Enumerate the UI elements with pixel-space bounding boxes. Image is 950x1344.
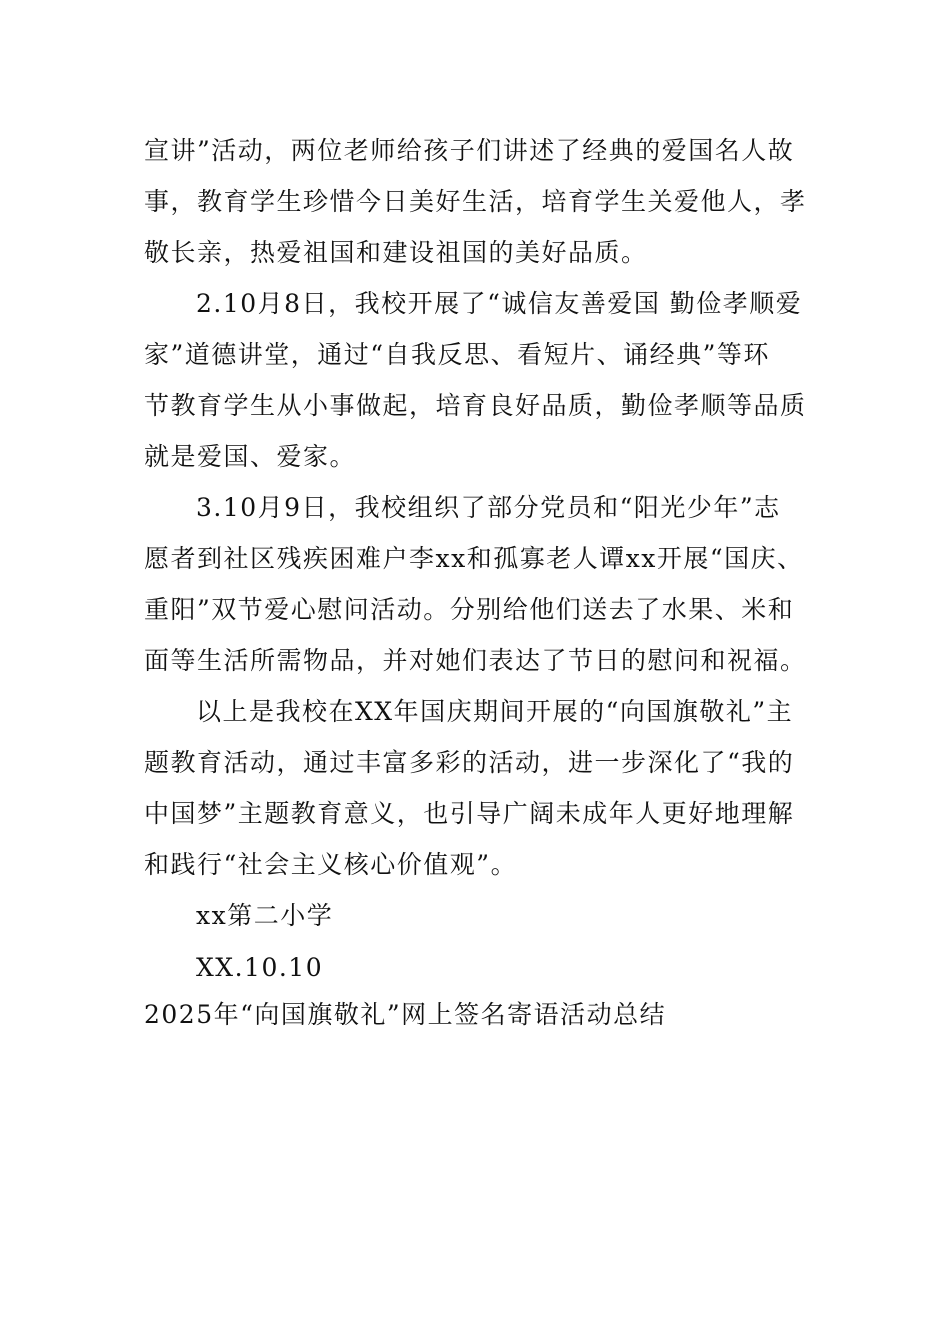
paragraph-line: 事，教育学生珍惜今日美好生活，培育学生关爱他人，孝: [144, 187, 807, 216]
paragraph-line: 敬长亲，热爱祖国和建设祖国的美好品质。: [144, 238, 648, 267]
paragraph-line: 题教育活动，通过丰富多彩的活动，进一步深化了“我的: [144, 748, 795, 777]
paragraph-line: 节教育学生从小事做起，培育良好品质，勤俭孝顺等品质: [144, 391, 807, 420]
document-body: [144, 125, 814, 1036]
paragraph-line: 重阳”双节爱心慰问活动。分别给他们送去了水果、米和: [144, 595, 795, 624]
paragraph-1: [144, 125, 814, 278]
paragraph-line: 中国梦”主题教育意义，也引导广阔未成年人更好地理解: [144, 799, 795, 828]
paragraph-first-line: 2.10月8日，我校开展了“诚信友善爱国 勤俭孝顺爱: [196, 289, 803, 318]
signature-school: xx第二小学: [196, 901, 334, 930]
paragraph-line: 宣讲”活动，两位老师给孩子们讲述了经典的爱国名人故: [144, 136, 795, 165]
paragraph-first-line: 3.10月9日，我校组织了部分党员和“阳光少年”志: [196, 493, 781, 522]
paragraph-line: 面等生活所需物品，并对她们表达了节日的慰问和祝福。: [144, 646, 807, 675]
paragraph-2: [144, 278, 814, 482]
paragraph-line: 家”道德讲堂，通过“自我反思、看短片、诵经典”等环: [144, 340, 770, 369]
next-document-title: 2025年“向国旗敬礼”网上签名寄语活动总结: [144, 1000, 667, 1029]
paragraph-3: [144, 482, 814, 686]
paragraph-line: 愿者到社区残疾困难户李xx和孤寡老人谭xx开展“国庆、: [144, 544, 804, 573]
paragraph-first-line: 以上是我校在XX年国庆期间开展的“向国旗敬礼”主: [196, 697, 794, 726]
signature-date: XX.10.10: [196, 953, 324, 982]
paragraph-4: [144, 686, 814, 890]
paragraph-line: 和践行“社会主义核心价值观”。: [144, 850, 518, 879]
paragraph-line: 就是爱国、爱家。: [144, 442, 357, 471]
